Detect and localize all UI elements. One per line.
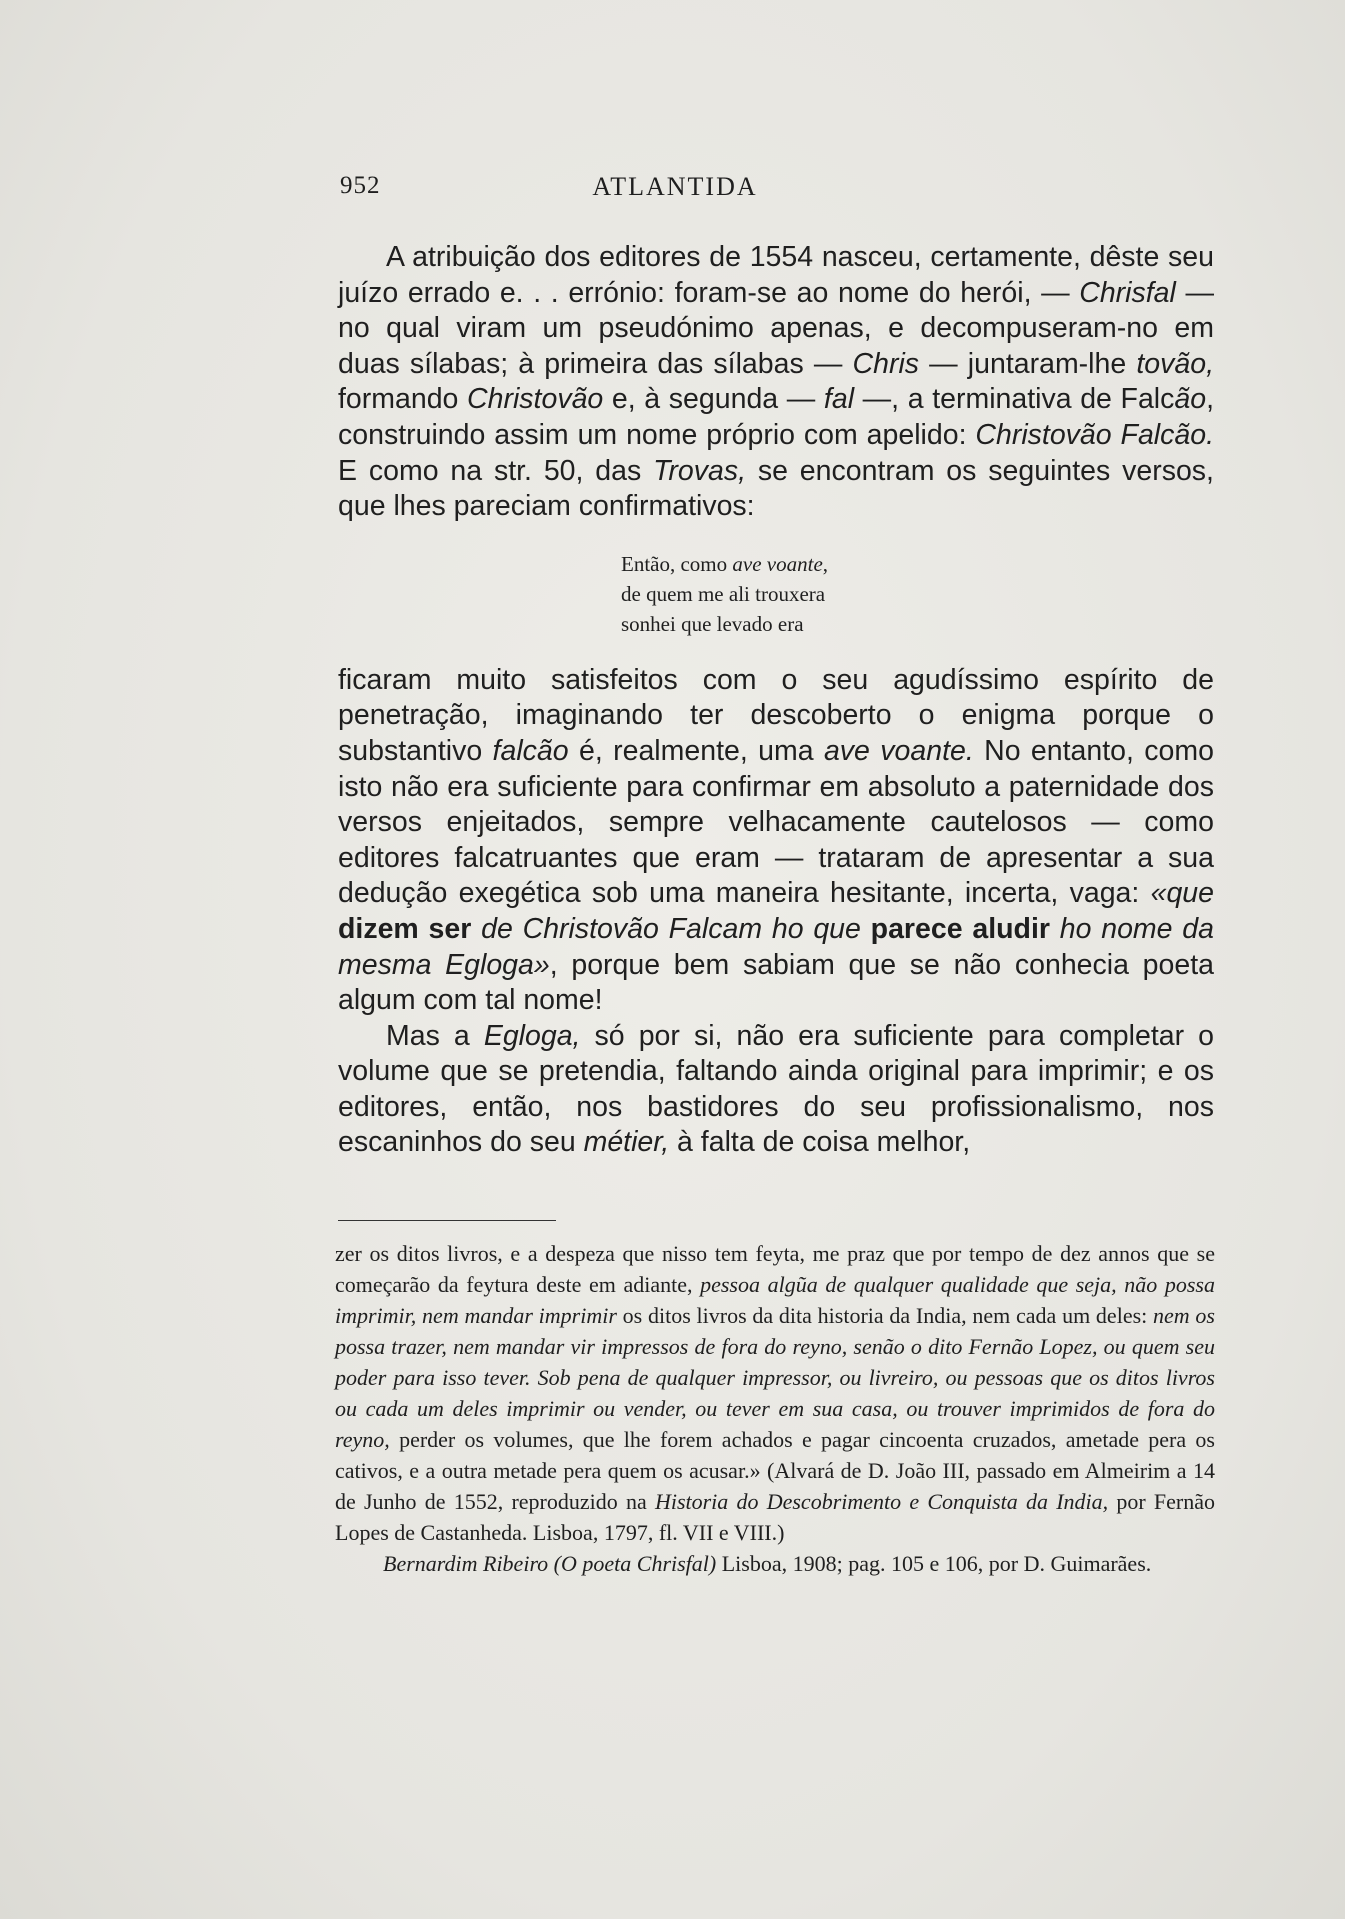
italic-run: Chrisfal (1079, 276, 1176, 309)
main-text (338, 240, 1214, 1161)
italic-run: Historia do Descobrimento e Conquista da India, (654, 1489, 1109, 1514)
paragraph-3 (338, 1019, 1214, 1161)
quote-bold: dizem ser (338, 912, 482, 945)
italic-run: Egloga, (483, 1019, 581, 1052)
italic-run: falcão (492, 734, 569, 767)
text-run: perder os volumes, que lhe forem achados e pagar cincoenta cruzados, ametade pera os cativos, e a outra metade pera quem os acusar.» (Alvará de D. João III, passado em Almeirim a 14 de Junho de 1552, reproduzido na (335, 1427, 1215, 1514)
italic-run: Chris (852, 347, 920, 380)
text-run: por Fernão Lopes de Castanheda. Lisboa, 1797, fl. VII e VIII.) (335, 1489, 1215, 1545)
quote-bold: parece aludir (860, 912, 1060, 945)
text-run: E como na str. 50, das (338, 454, 654, 487)
text-run: —, a terminativa de Falc (854, 383, 1175, 416)
text-run: Mas a (386, 1019, 484, 1052)
footnotes (335, 1238, 1215, 1579)
verse-text: , (822, 551, 829, 576)
verse-text: sonhei que levado era (621, 611, 804, 636)
text-run: e, à segunda — (603, 383, 824, 416)
text-run: A atribuição dos editores de 1554 nasceu, certamente, dêste seu juízo errado e. . . errónio: foram-se ao nome do herói, — (338, 241, 1214, 309)
text-run: só por si, não era suficiente para completar o volume que se pretendia, faltando ainda original para imprimir; e os editores, então, nos bastidores do seu profissionalismo, nos escaninhos do seu (338, 1019, 1214, 1159)
text-run: zer os ditos livros, e a despeza que nisso tem feyta, me praz que por tempo de dez annos que se começarão da feytura deste em adiante, (335, 1241, 1215, 1297)
quote-italic: «que (1150, 877, 1214, 910)
text-run: é, realmente, uma (568, 734, 824, 767)
verse-text: de quem me ali trouxera (621, 581, 826, 606)
italic-run: Christovão (467, 383, 604, 416)
paragraph-2 (338, 663, 1214, 1019)
verse-quote (621, 549, 1214, 639)
text-run: formando (338, 383, 468, 416)
italic-run: ave voante. (823, 734, 974, 767)
verse-line (621, 609, 1214, 639)
text-run: — juntaram-lhe (919, 347, 1137, 380)
verse-text: Então, como (621, 551, 733, 576)
text-run: os ditos livros da dita historia da India, nem cada um deles: (616, 1303, 1154, 1328)
footnote-continuation (335, 1238, 1215, 1548)
text-run: se encontram os seguintes versos, que lhes pareciam confirmativos: (338, 454, 1214, 523)
italic-run: fal (823, 383, 855, 416)
verse-italic: ave voante (732, 551, 823, 576)
page-header (340, 172, 1010, 208)
quote-italic: de Christovão Falcam ho que (481, 912, 861, 945)
footnote-reference (335, 1548, 1215, 1579)
italic-run: Bernardim Ribeiro (O poeta Chrisfal) (383, 1551, 717, 1576)
text-run: Lisboa, 1908; pag. 105 e 106, por D. Guimarães. (716, 1551, 1152, 1576)
quote-italic: ho nome da mesma Egloga» (338, 912, 1215, 981)
verse-line (621, 579, 1214, 609)
footnote-divider (338, 1220, 556, 1221)
verse-line (621, 549, 1214, 579)
page-number: 952 (340, 172, 381, 199)
text-run: , porque bem sabiam que se não conhecia poeta algum com tal nome! (338, 948, 1214, 1017)
italic-run: Christovão Falcão. (975, 418, 1214, 451)
running-title: ATLANTIDA (592, 172, 758, 201)
italic-run: tovão, (1136, 347, 1214, 380)
text-run: ficaram muito satisfeitos com o seu agudíssimo espírito de penetração, imaginando ter descoberto o enigma porque o substantivo (338, 663, 1214, 767)
text-run: à falta de coisa melhor, (669, 1126, 971, 1159)
italic-run: nem os possa trazer, nem mandar vir impressos de fora do reyno, senão o dito Fernão Lopez, ou quem seu poder para isso tever. Sob pena de qualquer impressor, ou livreiro, ou pessoas que os ditos livros ou cada um deles imprimir ou vender, ou tever em sua casa, ou trouver imprimidos de fora do reyno, (335, 1303, 1215, 1452)
text-run: , construindo assim um nome próprio com apelido: (338, 383, 1215, 451)
italic-run: pessoa algũa de qualquer qualidade que seja, não possa imprimir, nem mandar imprimir (335, 1272, 1215, 1328)
italic-run: ão (1174, 383, 1207, 416)
italic-run: métier, (583, 1126, 670, 1159)
text-run: — no qual viram um pseudónimo apenas, e decompuseram-no em duas sílabas; à primeira das sílabas — (338, 276, 1214, 380)
italic-run: Trovas, (653, 454, 746, 487)
paragraph-1 (338, 240, 1214, 525)
text-run: No entanto, como isto não era suficiente para confirmar em absoluto a paternidade dos versos enjeitados, sempre velhacamente cautelosos — como editores falcatruantes que eram — trataram de apresentar a sua dedução exegética sob uma maneira hesitante, incerta, vaga: (338, 734, 1214, 910)
